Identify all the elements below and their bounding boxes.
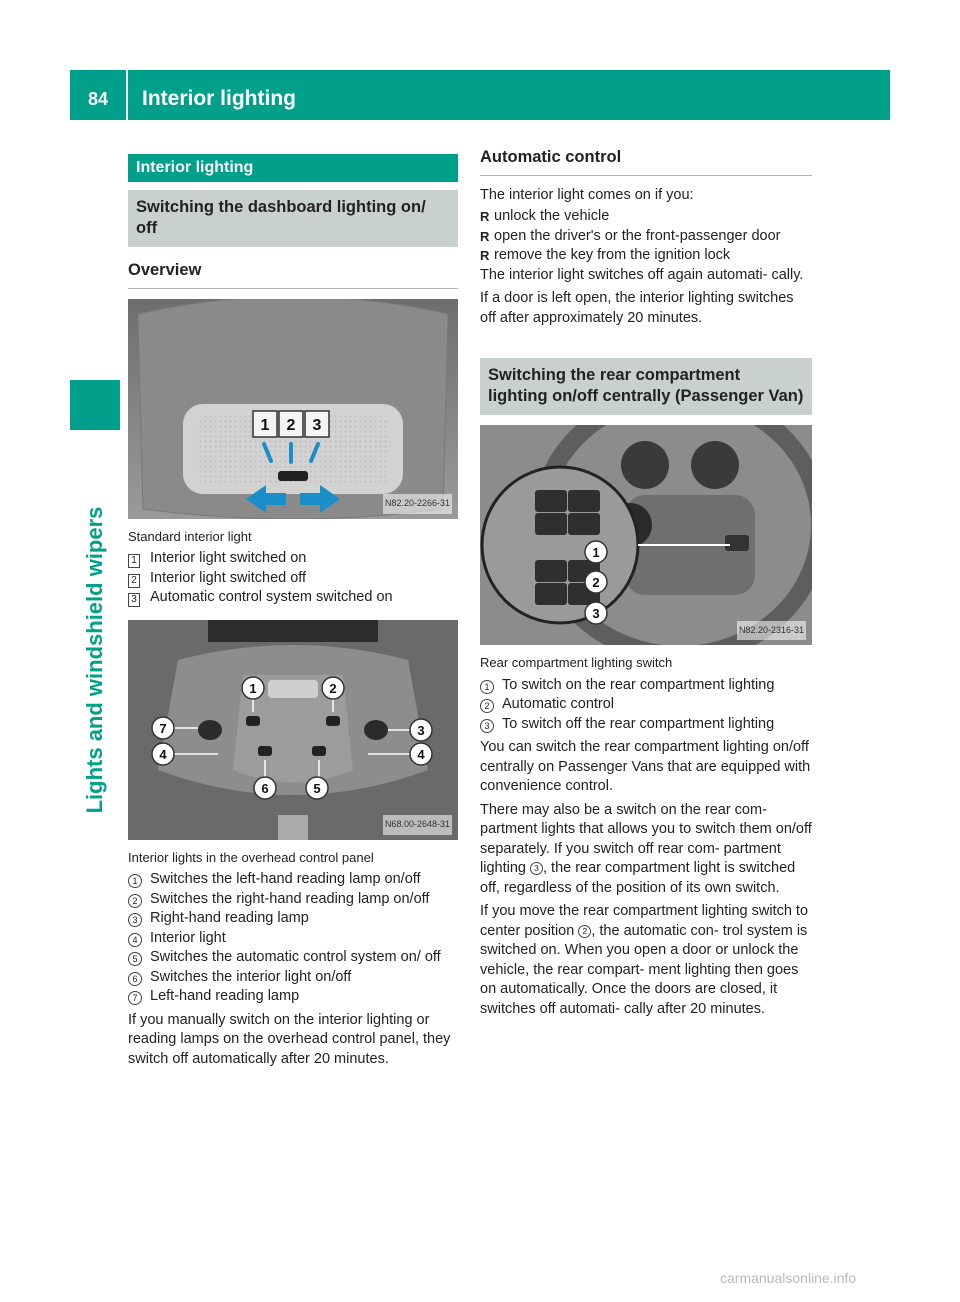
rear-lighting-subsection-title: Switching the rear compartment lighting on/off centrally (Passenger Van) — [480, 358, 812, 415]
list-item-text: open the driver's or the front-passenger door — [494, 227, 781, 244]
list-item — [480, 246, 812, 266]
legend-number: 1 — [480, 680, 494, 694]
legend-number: 6 — [128, 972, 142, 986]
legend-item — [128, 948, 458, 968]
legend-item — [128, 890, 458, 910]
figure-ref: N82.20-2266-31 — [383, 494, 452, 514]
text-run: , the rear compartment light is switched off, regardless of the position of its own switch. — [480, 860, 796, 896]
callout-1: 1 — [592, 545, 600, 560]
automatic-control-para: If a door is left open, the interior lighting switches off after approximately 20 minutes. — [480, 290, 794, 326]
button-label-3: 3 — [312, 416, 322, 434]
inline-callout: 2 — [578, 925, 591, 938]
legend-number: 3 — [128, 593, 140, 607]
figure-caption: Rear compartment lighting switch — [480, 655, 673, 670]
figure-ref: N68.00-2648-31 — [383, 815, 452, 835]
legend-text: Switches the left-hand reading lamp on/off — [150, 871, 421, 887]
bullet-marker: R — [480, 209, 490, 224]
figure-caption: Standard interior light — [128, 528, 252, 544]
legend-text: Switches the interior light on/off — [150, 968, 352, 985]
automatic-control-para: The interior light switches off again automati- cally. — [480, 266, 804, 283]
switch-button-group — [253, 411, 329, 437]
legend-number: 3 — [480, 719, 494, 733]
legend-text: Automatic control — [502, 696, 615, 712]
automatic-control-heading: Automatic control — [480, 148, 812, 176]
legend-number: 2 — [128, 574, 140, 588]
text-run: , the automatic con- trol system is switched on. When you open a door or unlock the vehicle, the rear compart- ment lighting then goes on automatically. Once the doors are closed, it switches off automati- cally after 20 minutes. — [480, 922, 808, 1017]
page-number: 84 — [87, 89, 109, 109]
legend-number: 7 — [128, 991, 142, 1005]
page-title: Interior lighting — [142, 87, 296, 110]
callout-1: 1 — [249, 680, 257, 696]
legend-number: 4 — [128, 933, 142, 947]
legend-item — [480, 715, 812, 735]
legend-text: Interior light switched on — [150, 550, 307, 566]
button-label-2: 2 — [286, 416, 296, 434]
closing-paragraph: If you manually switch on the interior lighting or reading lamps on the overhead control panel, they switch off automatically after 20 minutes. — [128, 1011, 451, 1067]
callout-4: 4 — [417, 746, 425, 762]
standard-interior-light-illustration — [128, 299, 458, 519]
legend-number: 1 — [128, 874, 142, 888]
overview-heading: Overview — [128, 261, 458, 289]
list-item — [480, 227, 812, 247]
rear-lighting-para — [480, 902, 812, 1019]
automatic-control-intro: The interior light comes on if you: — [480, 186, 694, 203]
figure2-legend — [128, 870, 458, 1007]
legend-text: To switch off the rear compartment lighting — [502, 715, 775, 732]
legend-text: Right-hand reading lamp — [150, 910, 309, 926]
button-label-1: 1 — [260, 416, 270, 434]
chapter-tab-label: Lights and windshield wipers — [82, 506, 107, 814]
figure3-legend — [480, 676, 812, 735]
callout-5: 5 — [313, 780, 321, 796]
legend-text: Left-hand reading lamp — [150, 988, 300, 1004]
bullet-marker: R — [480, 228, 490, 244]
standard-interior-light-figure — [128, 299, 458, 519]
legend-item — [128, 569, 458, 589]
list-item-text: unlock the vehicle — [494, 208, 610, 224]
callout-3: 3 — [592, 606, 600, 621]
legend-item — [128, 929, 458, 949]
list-item — [480, 207, 812, 227]
legend-item — [480, 676, 812, 696]
chapter-tab — [70, 440, 120, 880]
text-run: There may also be a switch on the rear com- partment lights that allows you to switch them on/off separately. If you switch off rear com- partment lighting — [480, 801, 812, 876]
text-run: If you move the rear compartment lighting switch to center position — [480, 903, 809, 939]
legend-item — [128, 870, 458, 890]
callout-3: 3 — [417, 722, 425, 738]
legend-number: 1 — [128, 554, 140, 568]
legend-item — [480, 695, 812, 715]
legend-number: 2 — [480, 699, 494, 713]
automatic-control-list — [480, 207, 812, 266]
list-item-text: remove the key from the ignition lock — [494, 247, 731, 263]
overhead-control-panel-illustration — [128, 620, 458, 840]
legend-item — [128, 549, 458, 569]
figure-caption: Interior lights in the overhead control panel — [128, 849, 374, 865]
right-column — [480, 148, 812, 1019]
section-title: Interior lighting — [128, 154, 458, 182]
subsection-title: Switching the dashboard lighting on/ off — [128, 190, 458, 247]
legend-item — [128, 588, 458, 608]
rear-lighting-para: You can switch the rear compartment lighting on/off centrally on Passenger Vans that are equipped with convenience control. — [480, 739, 811, 794]
bullet-marker: R — [480, 248, 490, 263]
figure-ref: N82.20-2316-31 — [737, 621, 806, 641]
callout-4: 4 — [159, 746, 167, 762]
inline-callout: 3 — [530, 862, 543, 875]
left-column — [128, 154, 458, 1069]
legend-text: Interior light switched off — [150, 569, 307, 586]
legend-text: To switch on the rear compartment lighting — [502, 676, 775, 693]
legend-number: 3 — [128, 913, 142, 927]
rear-lighting-switch-figure — [480, 425, 812, 645]
callout-2: 2 — [592, 575, 600, 590]
legend-text: Switches the automatic control system on/ off — [150, 949, 441, 965]
header-divider — [126, 70, 128, 120]
callout-2: 2 — [329, 680, 337, 696]
legend-text: Switches the right-hand reading lamp on/off — [150, 890, 430, 907]
legend-item — [128, 909, 458, 929]
rear-lighting-switch-illustration — [480, 425, 812, 645]
figure1-legend — [128, 549, 458, 608]
overhead-control-panel-figure — [128, 620, 458, 840]
legend-item — [128, 987, 458, 1007]
legend-number: 2 — [128, 894, 142, 908]
legend-text: Automatic control system switched on — [150, 589, 393, 605]
legend-number: 5 — [128, 952, 142, 966]
rear-lighting-para — [480, 801, 812, 899]
legend-item — [128, 968, 458, 988]
chapter-tab-marker — [70, 380, 120, 430]
callout-6: 6 — [261, 780, 269, 796]
callout-7: 7 — [159, 720, 167, 736]
watermark: carmanualsonline.info — [720, 1270, 857, 1286]
legend-text: Interior light — [150, 929, 226, 946]
